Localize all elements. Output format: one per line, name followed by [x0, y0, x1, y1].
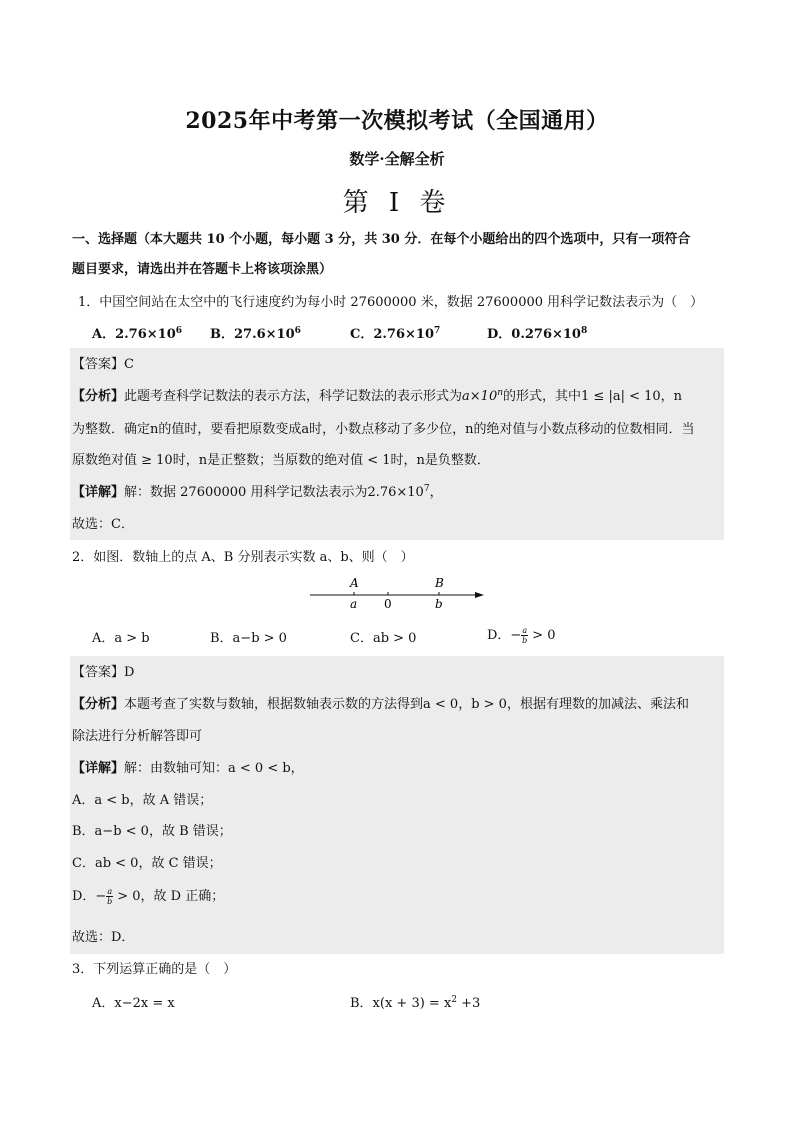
q2-option-a: A．a > b — [92, 631, 150, 646]
q1-solution-box — [70, 348, 724, 540]
q2-step-c: C．ab < 0，故 C 错误； — [72, 856, 222, 871]
section-instructions-line1: 一、选择题（本大题共 10 个小题，每小题 3 分，共 30 分．在每个小题给出的四个选项中，只有一项符合 — [72, 232, 691, 247]
q2-detail: 【详解】解：由数轴可知：a < 0 < b， — [72, 761, 304, 776]
section-instructions-line2: 题目要求，请选出并在答题卡上将该项涂黑） — [72, 262, 333, 277]
value-label-b: b — [435, 597, 443, 611]
q1-option-c: C．$2.76\times 10^7$ — [350, 326, 441, 342]
volume-heading: 第 I 卷 — [342, 188, 452, 218]
q1-analysis-line2: 为整数．确定n的值时，要看把原数变成a时，小数点移动了多少位，n的绝对值与小数点移动的位数相同．当 — [72, 422, 695, 437]
q1-answer: 【答案】C — [72, 357, 134, 372]
page-title: 2025年中考第一次模拟考试（全国通用） — [185, 108, 609, 134]
q2-step-b: B．a−b < 0，故 B 错误； — [72, 824, 232, 839]
q3-option-b: B．$x(x + 3) = x^2 +3$ — [350, 995, 481, 1011]
q1-option-d: D．$0.276\times 10^8$ — [487, 326, 588, 342]
q2-analysis-line1: 【分析】本题考查了实数与数轴，根据数轴表示数的方法得到a < 0，b > 0，根据有理数的加减法、乘法和 — [72, 697, 689, 712]
q1-option-b: B．$27.6\times 10^6$ — [210, 326, 301, 342]
point-label-a-upper: A — [350, 576, 359, 590]
q2-answer: 【答案】D — [72, 665, 135, 680]
q1-analysis-line3: 原数绝对值 ≥ 10时，n是正整数；当原数的绝对值 < 1时，n是负整数． — [72, 453, 490, 468]
q2-option-c: C．ab > 0 — [350, 631, 417, 646]
point-label-b-upper: B — [435, 576, 444, 590]
page-subtitle: 数学·全解全析 — [349, 150, 445, 168]
number-line-arrow — [475, 592, 484, 598]
q2-step-d: D．− $\frac{a}{b}$ > 0，故 D 正确； — [72, 887, 225, 906]
q1-detail: 【详解】解：数据 27600000 用科学记数法表示为$2.76\times 10^7$， — [72, 484, 443, 500]
q2-step-a: A．a < b，故 A 错误； — [72, 793, 213, 808]
q2-option-b: B．a−b > 0 — [210, 631, 287, 646]
value-label-a: a — [350, 597, 358, 611]
value-label-zero: 0 — [384, 597, 392, 611]
q2-analysis-line2: 除法进行分析解答即可 — [72, 729, 203, 744]
q1-analysis-line1: 【分析】此题考查科学记数法的表示方法，科学记数法的表示形式为$a\times 10^n$的形式，其中1 ≤ |a| < 10，n — [72, 388, 683, 404]
q2-conclusion: 故选：D． — [72, 930, 135, 945]
q2-stem: 2．如图．数轴上的点 A、B 分别表示实数 a、b、则（ ） — [72, 550, 414, 565]
q1-option-a: A．$2.76\times 10^6$ — [92, 326, 183, 342]
q1-conclusion: 故选：C． — [72, 517, 134, 532]
q2-option-d: D．− $\frac{a}{b}$ > 0 — [487, 626, 556, 645]
number-line-diagram — [300, 570, 490, 612]
q1-stem: 1．中国空间站在太空中的飞行速度约为每小时 27600000 米，数据 27600000 用科学记数法表示为（ ） — [78, 295, 704, 310]
q3-stem: 3．下列运算正确的是（ ） — [72, 962, 237, 977]
q3-option-a: A．x−2x = x — [92, 996, 175, 1011]
